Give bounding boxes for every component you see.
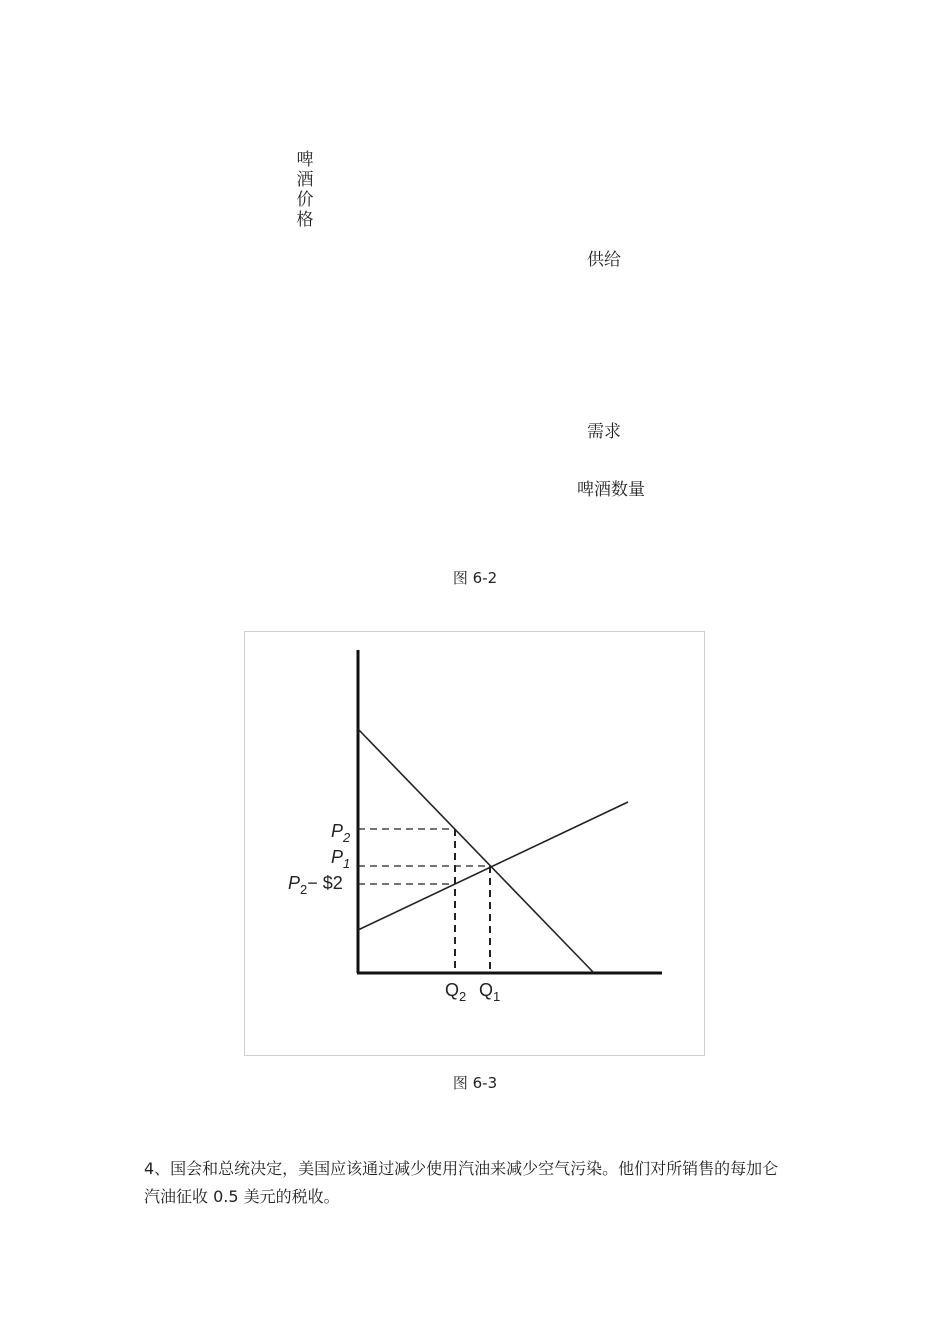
y-axis-label-char: 格 xyxy=(296,210,314,230)
demand-label: 需求 xyxy=(587,422,621,442)
question-4-line-1: 4、国会和总统决定，美国应该通过减少使用汽油来减少空气污染。他们对所销售的每加仑 xyxy=(144,1159,779,1178)
q1-label: $Q_1$ xyxy=(479,980,501,1004)
y-axis-label-char: 价 xyxy=(296,190,314,210)
question-4-line-2: 汽油征收 0.5 美元的税收。 xyxy=(144,1187,340,1206)
figure-6-3-caption: 图 6-3 xyxy=(452,1074,498,1092)
figure-6-3-graph xyxy=(244,631,705,1056)
y-axis-label-char: 酒 xyxy=(296,170,314,190)
figure-6-2-y-axis-label xyxy=(295,150,315,230)
p2-label: $P_2$ xyxy=(331,821,351,845)
p2-minus-2-label: $P_2-$ $2 xyxy=(288,873,343,897)
quantity-axis-label: 啤酒数量 xyxy=(577,480,645,500)
q2-label: $Q_2$ xyxy=(445,980,467,1004)
figure-6-2-caption: 图 6-2 xyxy=(452,569,498,587)
demand-curve xyxy=(358,729,594,973)
supply-label: 供给 xyxy=(587,250,621,270)
y-axis-label-char: 啤 xyxy=(296,150,314,170)
p1-label: $P_1$ xyxy=(331,847,351,871)
